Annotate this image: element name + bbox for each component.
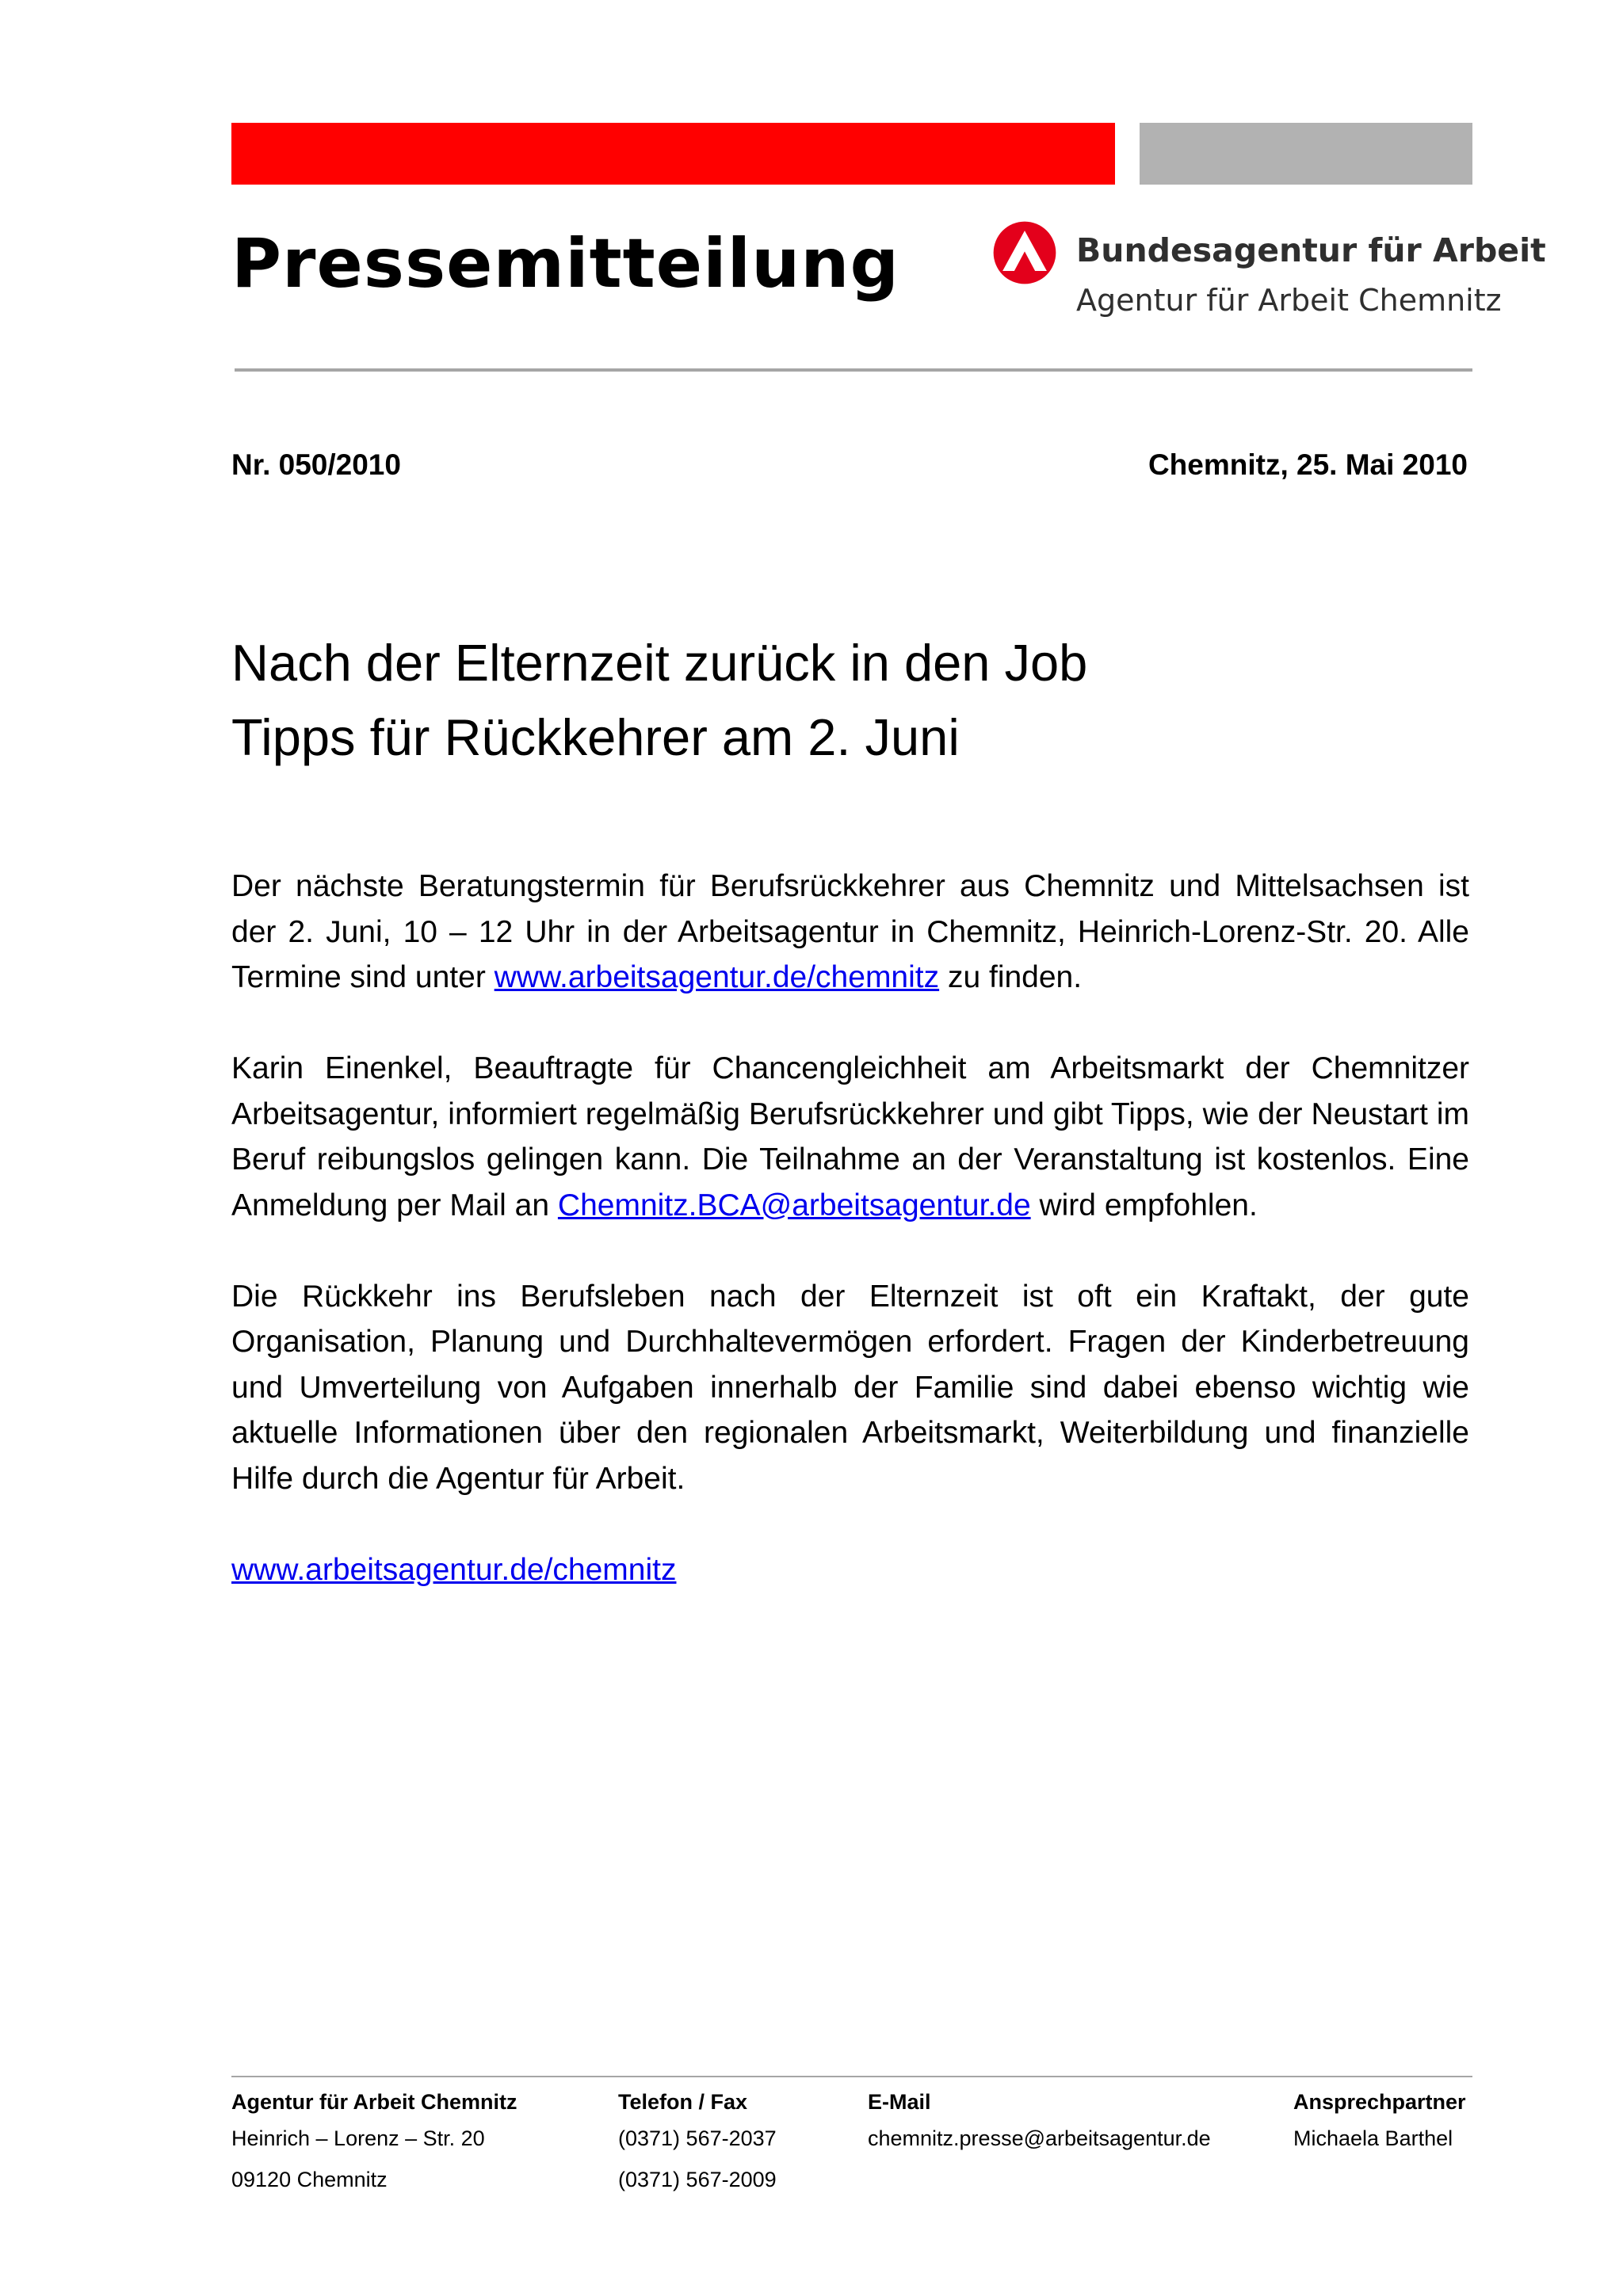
registration-email-link[interactable]: Chemnitz.BCA@arbeitsagentur.de <box>557 1188 1031 1222</box>
footer-email-heading: E-Mail <box>868 2090 931 2114</box>
header-grey-bar <box>1140 123 1472 185</box>
place-and-date: Chemnitz, 25. Mai 2010 <box>1148 448 1468 481</box>
footer-phone-column <box>618 2092 777 2210</box>
footer-city: 09120 Chemnitz <box>231 2168 388 2191</box>
press-release-number: Nr. 050/2010 <box>231 448 401 481</box>
agency-website-link[interactable]: www.arbeitsagentur.de/chemnitz <box>494 960 940 994</box>
footer-contact-heading: Ansprechpartner <box>1293 2090 1466 2114</box>
body-text <box>231 864 1469 1638</box>
footer-email-column <box>868 2092 1211 2169</box>
headline-line-1: Nach der Elternzeit zurück in den Job <box>231 634 1088 692</box>
organization-subtitle: Agentur für Arbeit Chemnitz <box>1076 283 1502 318</box>
paragraph-1-text: Der nächste Beratungstermin für Berufsrückkehrer aus Chemnitz und Mittelsachsen ist der 2. Juni, 10 – 12 Uhr in der Arbeitsagentur in Chemnitz, Heinrich-Lorenz-Str. 20. Alle Termine sind unter <box>231 869 1469 994</box>
footer-address-column <box>231 2092 517 2210</box>
paragraph-3: Die Rückkehr ins Berufsleben nach der Elternzeit ist oft ein Kraftakt, der gute Organisation, Planung und Durchhaltevermögen erfordert. Fragen der Kinderbetreuung und Umverteilung von Aufgaben innerhalb der Familie sind dabei ebenso wichtig wie aktuelle Informationen über den regionalen Arbeitsmarkt, Weiterbildung und finanzielle Hilfe durch die Agentur für Arbeit. <box>231 1279 1469 1496</box>
paragraph-2 <box>231 1046 1469 1228</box>
headline-line-2: Tipps für Rückkehrer am 2. Juni <box>231 708 960 766</box>
closing-paragraph <box>231 1547 1469 1593</box>
footer-phone-heading: Telefon / Fax <box>618 2090 748 2114</box>
header-red-bar <box>231 123 1115 185</box>
footer-contact-person: Michaela Barthel <box>1293 2126 1453 2150</box>
paragraph-1-tail: zu finden. <box>939 960 1083 994</box>
footer-fax: (0371) 567-2009 <box>618 2168 777 2191</box>
footer-address-heading: Agentur für Arbeit Chemnitz <box>231 2090 517 2114</box>
organization-name: Bundesagentur für Arbeit <box>1076 231 1546 269</box>
agency-logo-icon <box>992 220 1057 285</box>
paragraph-1 <box>231 864 1469 1001</box>
footer-street: Heinrich – Lorenz – Str. 20 <box>231 2126 485 2150</box>
paragraph-2-tail: wird empfohlen. <box>1030 1188 1258 1222</box>
paragraph-2-text: Karin Einenkel, Beauftragte für Chancengleichheit am Arbeitsmarkt der Chemnitzer Arbeitsagentur, informiert regelmäßig Berufsrückkehrer und gibt Tipps, wie der Neustart im Beruf reibungslos gelingen kann. Die Teilnahme an der Veranstaltung ist kostenlos. Eine Anmeldung per Mail an <box>231 1051 1469 1222</box>
closing-website-link[interactable]: www.arbeitsagentur.de/chemnitz <box>231 1552 677 1587</box>
header-divider <box>235 368 1472 372</box>
footer-divider <box>231 2076 1472 2077</box>
footer-email: chemnitz.presse@arbeitsagentur.de <box>868 2126 1211 2150</box>
headline <box>231 626 1087 775</box>
footer-phone: (0371) 567-2037 <box>618 2126 777 2150</box>
document-type-title: Pressemitteilung <box>231 224 900 303</box>
footer-contact-column <box>1293 2092 1466 2169</box>
